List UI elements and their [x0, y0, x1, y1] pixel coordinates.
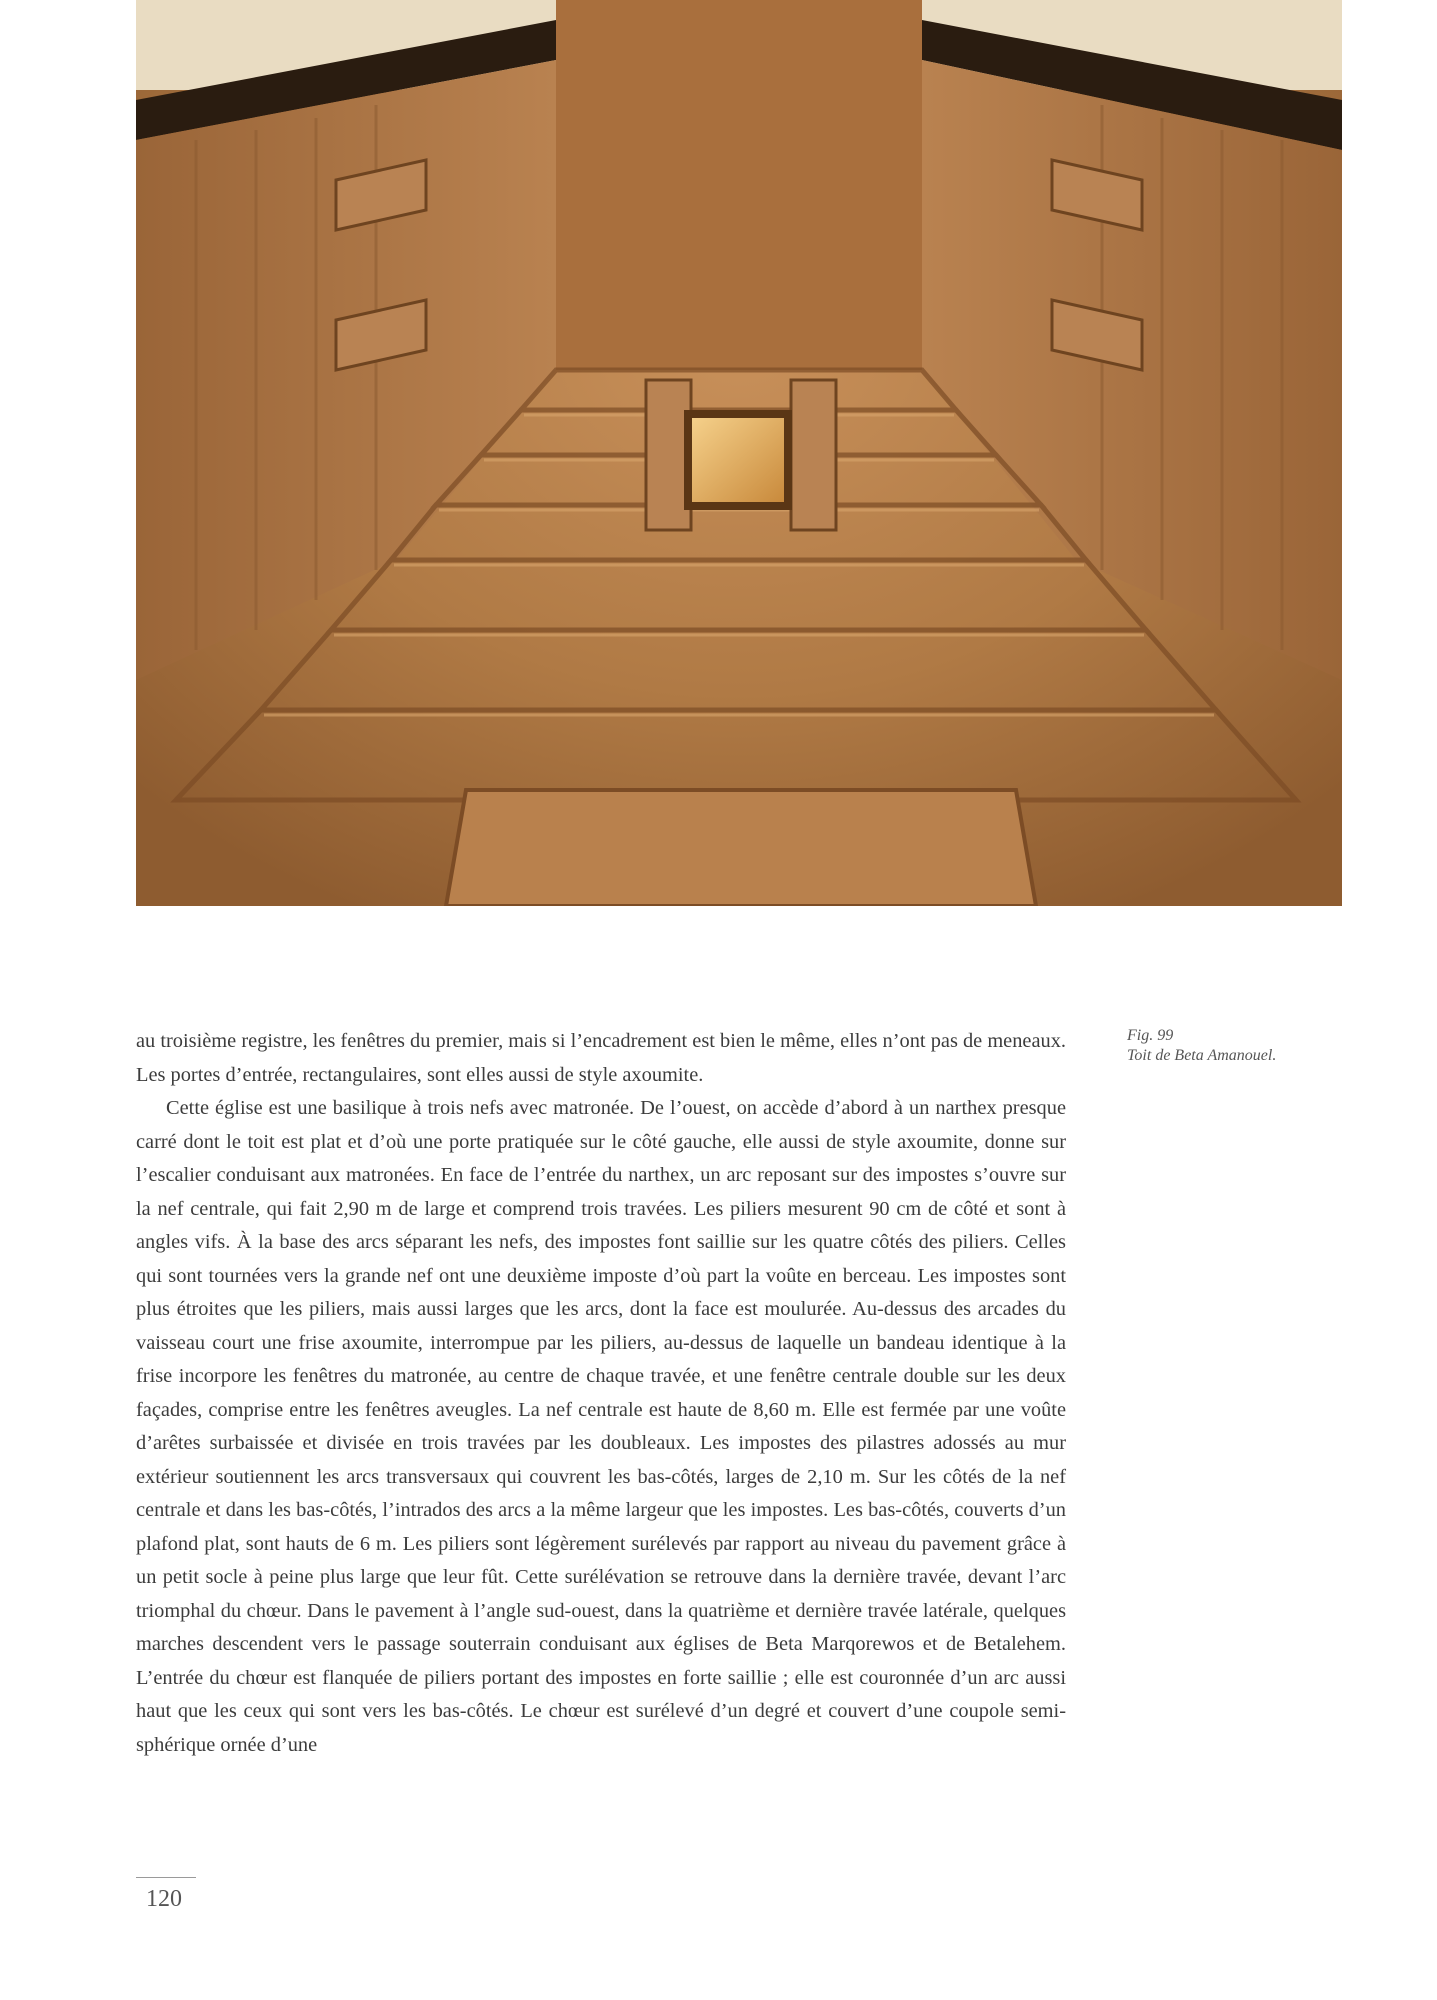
caption-number: Fig. 99 [1127, 1027, 1174, 1044]
body-text [136, 1025, 1066, 1762]
figure-caption [1127, 1026, 1357, 1066]
folio-rule [136, 1877, 196, 1878]
caption-title: Toit de Beta Amanouel. [1127, 1047, 1277, 1064]
figure-photo [136, 0, 1342, 906]
rock-hewn-ceiling-photo-icon [136, 0, 1342, 906]
paragraph: au troisième registre, les fenêtres du premier, mais si l’encadrement est bien le même, elles n’ont pas de meneaux. Les portes d’entrée, rectangulaires, sont elles aussi de style axoumite. [136, 1030, 1067, 1086]
paragraph: Cette église est une basilique à trois nefs avec matronée. De l’ouest, on accède d’abord à un narthex presque carré dont le toit est plat et d’où une porte pratiquée sur le côté gauche, elle aussi de style axoumite, donne sur l’escalier conduisant aux matronées. En face de l’entrée du narthex, un arc reposant sur des impostes s’ouvre sur la nef centrale, qui fait 2,90 m de large et comprend trois travées. Les piliers mesurent 90 cm de côté et sont à angles vifs. À la base des arcs séparant les nefs, des impostes font saillie sur les quatre côtés des piliers. Celles qui sont tournées vers la grande nef ont une deuxième imposte d’où part la voûte en berceau. Les impostes sont plus étroites que les piliers, mais aussi larges que les arcs, dont la face est moulurée. Au-dessus des arcades du vaisseau court une frise axoumite, interrompue par les piliers, au-dessus de laquelle un bandeau identique à la frise incorpore les fenêtres du matronée, au centre de chaque travée, et une fenêtre centrale double sur les deux façades, comprise entre les fenêtres aveugles. La nef centrale est haute de 8,60 m. Elle est fermée par une voûte d’arêtes surbaissée et divisée en trois travées par les doubleaux. Les impostes des pilastres adossés au mur extérieur soutiennent les arcs transversaux qui couvrent les bas-côtés, larges de 2,10 m. Sur les côtés de la nef centrale et dans les bas-côtés, l’intrados des arcs a la même largeur que les impostes. Les bas-côtés, couverts d’un plafond plat, sont hauts de 6 m. Les piliers sont légèrement surélevés par rapport au niveau du pavement grâce à un petit socle à peine plus large que leur fût. Cette surélévation se retrouve dans la dernière travée, devant l’arc triomphal du chœur. Dans le pavement à l’angle sud-ouest, dans la quatrième et dernière travée latérale, quelques marches descendent vers le passage souterrain conduisant aux églises de Beta Marqorewos et de Betalehem. L’entrée du chœur est flanquée de piliers portant des impostes en forte saillie ; elle est couronnée d’un arc aussi haut que les ceux qui sont vers les bas-côtés. Le chœur est surélevé d’un degré et couvert d’une coupole semi-sphérique ornée d’une [136, 1097, 1066, 1756]
page-number: 120 [146, 1886, 182, 1912]
